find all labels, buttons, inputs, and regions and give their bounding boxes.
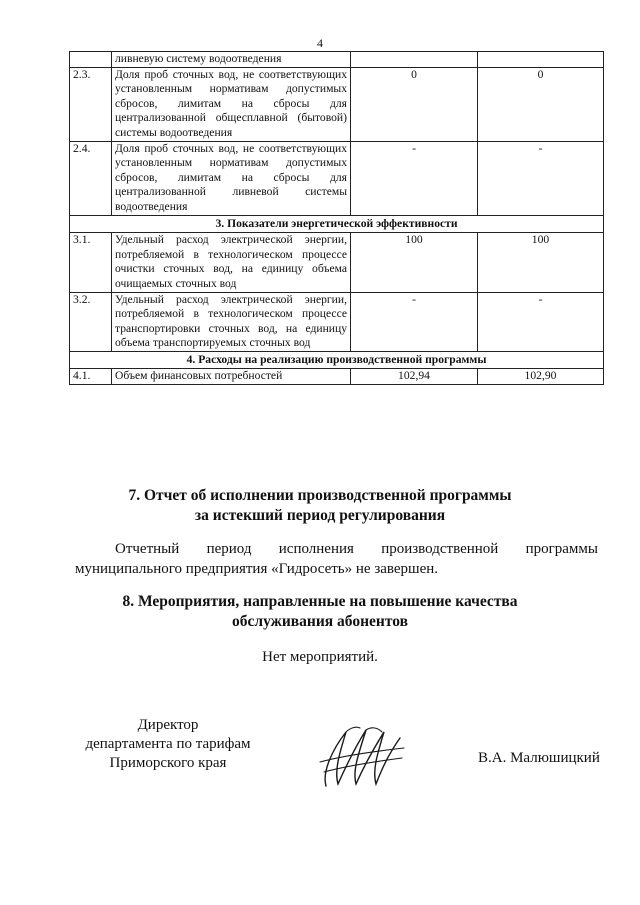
page-number: 4 — [317, 36, 323, 50]
indicators-table — [69, 51, 604, 385]
row-number-cell: 3.2. — [70, 292, 112, 351]
row-value2-cell — [478, 52, 604, 68]
row-value2-cell: - — [478, 141, 604, 215]
section-header-row — [70, 351, 604, 369]
section7-heading-line2: за истекший период регулирования — [194, 507, 446, 524]
row-description-cell: Доля проб сточных вод, не соответствующих установленным нормативам допустимых сбросов, лимитам на сбросы для централизованной ливневой системы водоотведения — [112, 141, 351, 215]
section8-heading-line2: обслуживания абонентов — [232, 613, 408, 630]
signatory-title — [68, 716, 268, 773]
table-row — [70, 67, 604, 141]
table-row — [70, 141, 604, 215]
signatory-title-line3: Приморского края — [109, 755, 227, 771]
section-header-cell: 3. Показатели энергетической эффективности — [70, 215, 604, 233]
handwritten-signature — [316, 722, 408, 792]
row-description-cell: ливневую систему водоотведения — [112, 52, 351, 68]
table-row — [70, 52, 604, 68]
signatory-title-line2: департамента по тарифам — [85, 736, 251, 752]
row-value2-cell: 102,90 — [478, 369, 604, 385]
table-row — [70, 369, 604, 385]
row-number-cell — [70, 52, 112, 68]
row-description-cell: Удельный расход электрической энергии, потребляемой в технологическом процессе очистки сточных вод, на единицу объема очищаемых сточных вод — [112, 233, 351, 292]
row-value1-cell: - — [351, 292, 478, 351]
signer-name: В.А. Малюшицкий — [478, 750, 600, 766]
section7-heading-line1: 7. Отчет об исполнении производственной программы — [128, 487, 512, 504]
section8-heading — [0, 592, 640, 632]
section8-heading-line1: 8. Мероприятия, направленные на повышение качества — [122, 593, 518, 610]
indicators-table-body — [70, 52, 604, 385]
row-value2-cell: 100 — [478, 233, 604, 292]
table-row — [70, 233, 604, 292]
section7-paragraph — [75, 539, 598, 579]
table-row — [70, 292, 604, 351]
row-value1-cell: 0 — [351, 67, 478, 141]
row-number-cell: 4.1. — [70, 369, 112, 385]
row-value1-cell: 100 — [351, 233, 478, 292]
section7-paragraph-line2: муниципального предприятия «Гидросеть» не завершен. — [75, 561, 439, 577]
signatory-title-line1: Директор — [137, 717, 199, 733]
row-number-cell: 3.1. — [70, 233, 112, 292]
row-value2-cell: - — [478, 292, 604, 351]
row-number-cell: 2.3. — [70, 67, 112, 141]
row-value1-cell — [351, 52, 478, 68]
section-header-cell: 4. Расходы на реализацию производственной программы — [70, 351, 604, 369]
row-value1-cell: - — [351, 141, 478, 215]
row-description-cell: Доля проб сточных вод, не соответствующих установленным нормативам допустимых сбросов, лимитам на сбросы для централизованной общесплавной (бытовой) системы водоотведения — [112, 67, 351, 141]
section7-heading — [0, 486, 640, 526]
section8-text: Нет мероприятий. — [262, 649, 378, 665]
section7-paragraph-line1: Отчетный период исполнения производственной программы — [115, 541, 598, 557]
row-description-cell: Объем финансовых потребностей — [112, 369, 351, 385]
row-number-cell: 2.4. — [70, 141, 112, 215]
row-description-cell: Удельный расход электрической энергии, потребляемой в технологическом процессе транспортировки сточных вод, на единицу объема транспортируемых сточных вод — [112, 292, 351, 351]
section-header-row — [70, 215, 604, 233]
row-value2-cell: 0 — [478, 67, 604, 141]
row-value1-cell: 102,94 — [351, 369, 478, 385]
